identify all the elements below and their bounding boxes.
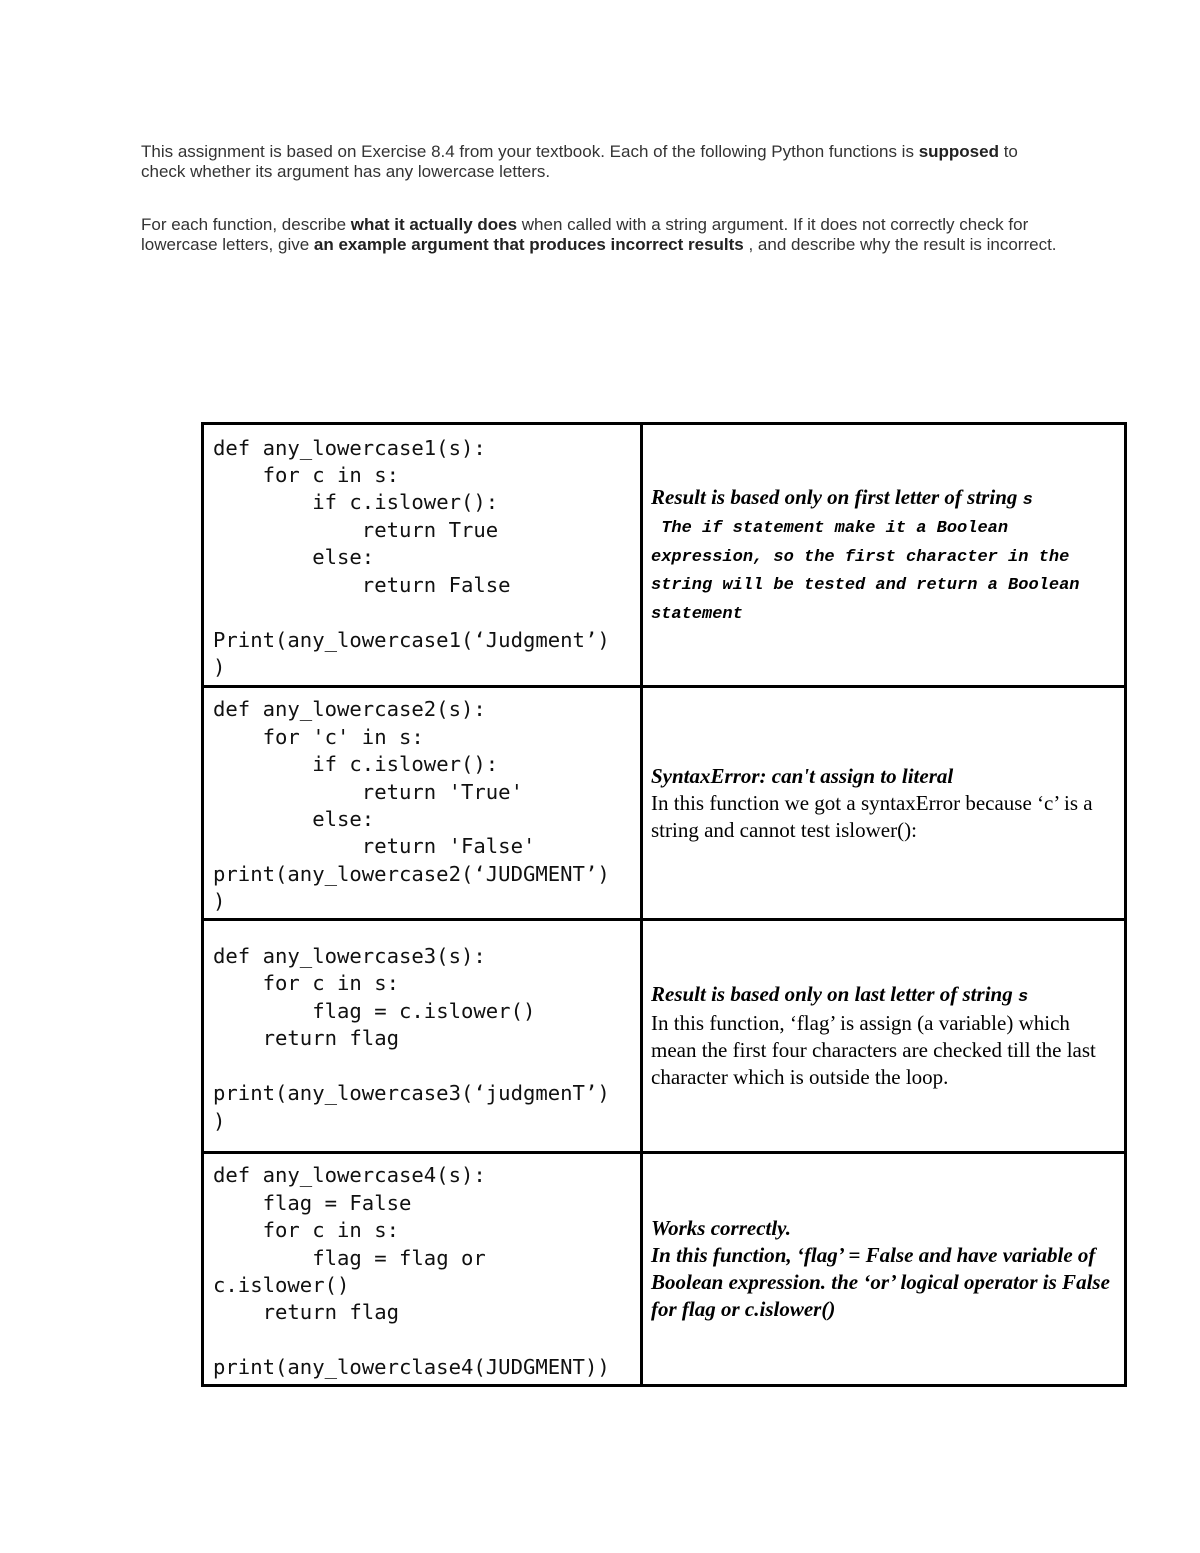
intro-emphasis: supposed bbox=[918, 142, 999, 161]
answer-heading: Works correctly. bbox=[651, 1216, 791, 1240]
intro-text: to check whether its argument has any lowercase letters. bbox=[141, 142, 1018, 181]
answer-heading: Result is based only on last letter of string bbox=[651, 982, 1018, 1007]
intro-paragraph-1 bbox=[141, 142, 1061, 182]
answer-body: In this function, ‘flag’ is assign (a variable) which mean the first four characters are checked till the last character which is outside the loop. bbox=[651, 1010, 1096, 1089]
answer-cell bbox=[642, 1153, 1126, 1386]
code-block: def any_lowercase2(s): for 'c' in s: if c.islower(): return 'True' else: return 'False' print(any_lowercase2(‘JUDGMENT’) ) bbox=[213, 697, 610, 914]
table-row bbox=[203, 687, 1126, 920]
code-cell bbox=[203, 920, 642, 1153]
code-block: def any_lowercase3(s): for c in s: flag = c.islower() return flag print(any_lowercase3(‘judgmenT’) ) bbox=[213, 944, 610, 1133]
intro-emphasis: what it actually does bbox=[350, 215, 518, 234]
code-block: def any_lowercase1(s): for c in s: if c.islower(): return True else: return False Print(any_lowercase1(‘Judgment’) ) bbox=[213, 435, 610, 679]
intro-text: This assignment is based on Exercise 8.4 from your textbook. Each of the following Python functions is bbox=[141, 142, 919, 161]
code-cell bbox=[203, 424, 642, 687]
answer-variable: s bbox=[1022, 490, 1033, 510]
answer-cell bbox=[642, 920, 1126, 1153]
intro-text: when called with a string argument. If it does not correctly check for lowercase letters, give bbox=[141, 215, 1029, 254]
table-row bbox=[203, 1153, 1126, 1386]
answer-body: In this function we got a syntaxError because ‘c’ is a string and cannot test islower(): bbox=[651, 790, 1093, 842]
answer-body: The if statement make it a Boolean expression, so the first character in the string will be tested and return a Boolean statement bbox=[651, 519, 1090, 624]
table-row bbox=[203, 424, 1126, 687]
answer-variable: s bbox=[1017, 988, 1029, 1008]
answer-text bbox=[643, 763, 1124, 844]
code-cell bbox=[203, 687, 642, 920]
code-cell bbox=[203, 1153, 642, 1386]
answer-cell bbox=[642, 424, 1126, 687]
table-row bbox=[203, 920, 1126, 1153]
answer-body: In this function, ‘flag’ = False and have variable of Boolean expression. the ‘or’ logical operator is False for flag or c.islower() bbox=[651, 1243, 1110, 1321]
answer-table bbox=[201, 422, 1127, 1387]
answer-heading: Result is based only on first letter of string bbox=[651, 484, 1023, 509]
intro-emphasis: an example argument that produces incorrect results bbox=[313, 235, 744, 254]
intro-text: , and describe why the result is incorrect. bbox=[743, 235, 1057, 254]
answer-text bbox=[643, 484, 1124, 627]
answer-text bbox=[643, 981, 1124, 1091]
code-block: def any_lowercase4(s): flag = False for c in s: flag = flag or c.islower() return flag print(any_lowerclase4(JUDGMENT)) bbox=[213, 1163, 610, 1380]
intro-text: For each function, describe bbox=[141, 215, 351, 234]
answer-text bbox=[643, 1215, 1124, 1323]
answer-cell bbox=[642, 687, 1126, 920]
answer-heading: SyntaxError: can't assign to literal bbox=[651, 763, 954, 788]
intro-paragraph-2 bbox=[141, 215, 1061, 255]
